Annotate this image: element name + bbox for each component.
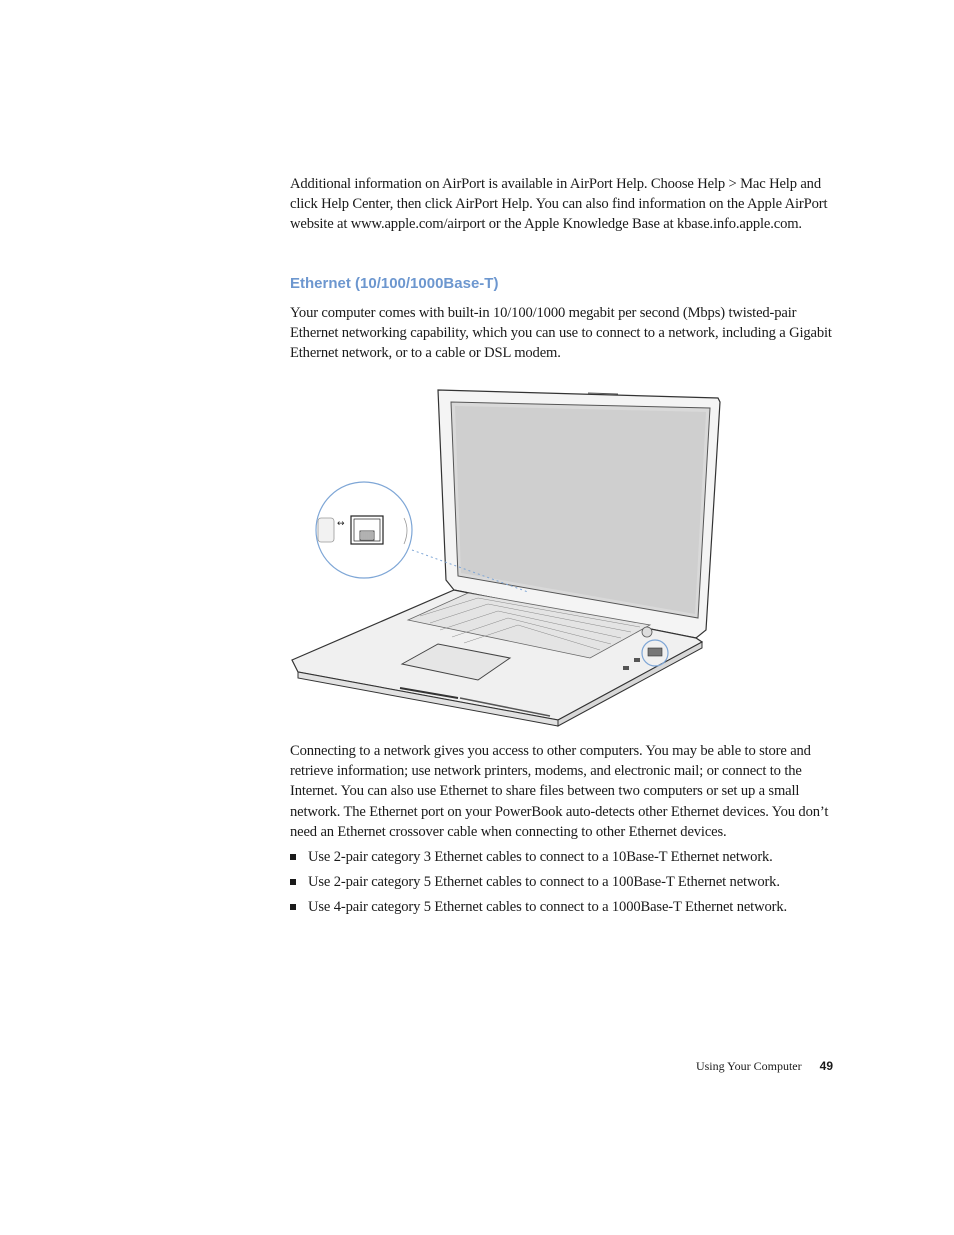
section-heading: Ethernet (10/100/1000Base-T): [290, 275, 499, 292]
page-number: 49: [819, 1059, 833, 1073]
list-item-text: Use 2-pair category 5 Ethernet cables to connect to a 100Base-T Ethernet network.: [308, 873, 780, 890]
footer-section-title: Using Your Computer: [695, 1059, 802, 1073]
list-item-text: Use 2-pair category 3 Ethernet cables to connect to a 10Base-T Ethernet network.: [308, 849, 773, 865]
bullet-square-icon: [290, 854, 296, 860]
airport-info-paragraph: Additional information on AirPort is available in AirPort Help. Choose Help > Mac Help and click Help Center, then click AirPort Help. You can also find information on the Apple AirPort website at www.apple.com/airport or the Apple Knowledge Base at kbase.info.apple.com.: [290, 176, 828, 233]
powerbook-ethernet-illustration: [288, 380, 728, 730]
ethernet-port-callout: [316, 482, 412, 578]
cable-requirements-list: [290, 847, 835, 921]
bullet-square-icon: [290, 879, 296, 885]
ethernet-symbol-icon: ↔: [337, 519, 345, 529]
list-item: [290, 897, 835, 917]
connect-network-paragraph: Connecting to a network gives you access to other computers. You may be able to store and retrieve information; use network printers, modems, and electronic mail; or connect to the Internet. You can also use Ethernet to share files between two computers or set up a small network. The Ethernet port on your PowerBook auto-detects other Ethernet devices. You don’t need an Ethernet crossover cable when connecting to other Ethernet devices.: [290, 743, 829, 840]
page-footer: [696, 1059, 833, 1074]
list-item: [290, 847, 835, 867]
list-item-text: Use 4-pair category 5 Ethernet cables to connect to a 1000Base-T Ethernet network.: [308, 898, 787, 915]
ethernet-intro-paragraph: Your computer comes with built-in 10/100/1000 megabit per second (Mbps) twisted-pair Ethernet networking capability, which you can use to connect to a network, including a Gigabit Ethernet network, or to a cable or DSL modem.: [290, 305, 832, 362]
list-item: [290, 872, 835, 892]
bullet-square-icon: [290, 904, 296, 910]
